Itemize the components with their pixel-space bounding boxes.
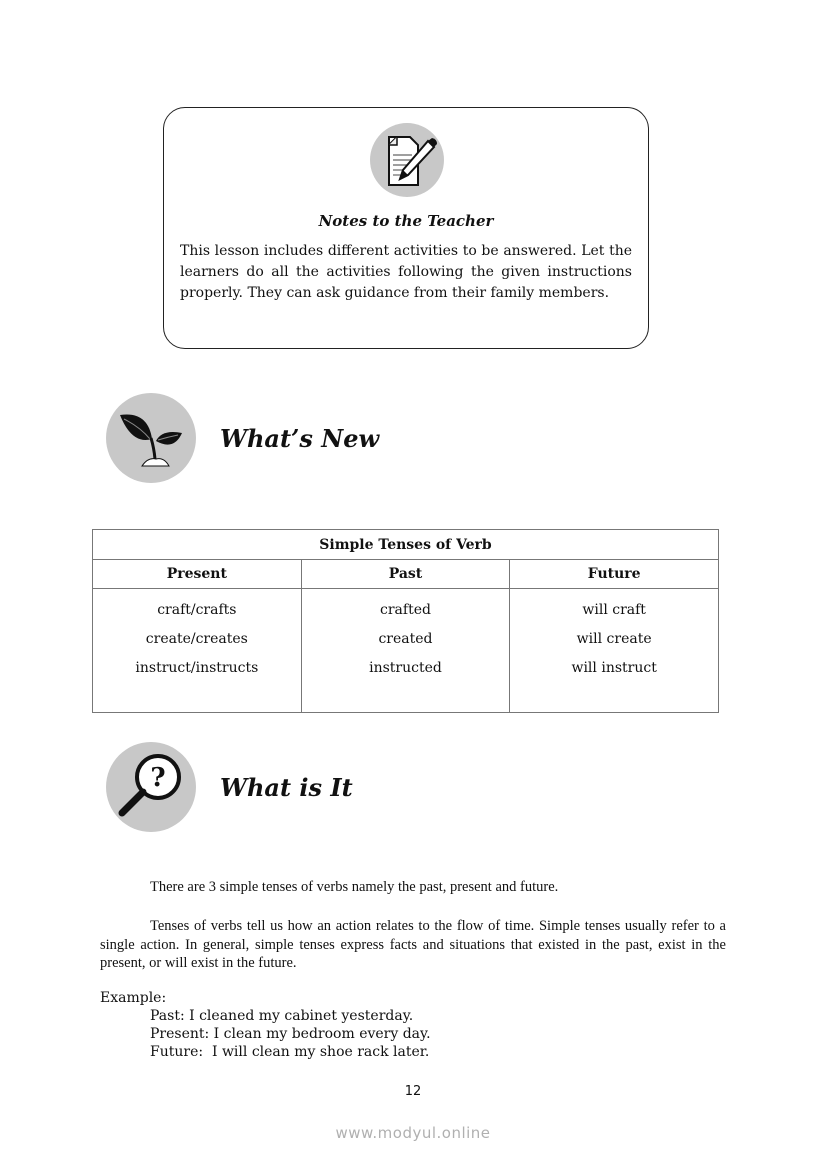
table-cell: instruct/instructs <box>135 660 259 676</box>
column-header-past: Past <box>301 560 510 589</box>
notes-body: This lesson includes different activities to be answered. Let the learners do all the activities following the given instructions properly. They can ask guidance from their family members. <box>180 243 632 301</box>
example-present: Present: I clean my bedroom every day. <box>150 1026 431 1042</box>
future-column-cell <box>510 589 719 713</box>
example-future: Future: I will clean my shoe rack later. <box>150 1044 430 1060</box>
magnifier-question-icon <box>106 742 196 832</box>
table-cell: will instruct <box>571 660 657 676</box>
what-is-it-title: What is It <box>220 773 353 802</box>
notes-title: Notes to the Teacher <box>318 212 494 230</box>
table-cell: will craft <box>582 602 646 618</box>
page-number: 12 <box>404 1084 422 1099</box>
table-caption: Simple Tenses of Verb <box>93 530 719 560</box>
table-cell: will create <box>576 631 652 647</box>
table-cell: crafted <box>380 602 431 618</box>
svg-text:?: ? <box>150 763 166 793</box>
present-column-cell <box>93 589 302 713</box>
past-column-cell <box>301 589 510 713</box>
table-cell: craft/crafts <box>157 602 237 618</box>
example-past: Past: I cleaned my cabinet yesterday. <box>150 1008 414 1024</box>
simple-tenses-table <box>92 529 719 713</box>
example-label: Example: <box>100 990 167 1006</box>
whats-new-title: What’s New <box>220 424 380 453</box>
notepad-pencil-icon <box>370 123 444 197</box>
watermark: www.modyul.online <box>335 1124 491 1142</box>
explanation-paragraph: Tenses of verbs tell us how an action relates to the flow of time. Simple tenses usually refer to a single action. In general, simple tenses express facts and situations that existed in the past, exist in the present, or will exist in the future. <box>100 918 726 971</box>
sprout-icon <box>106 393 196 483</box>
column-header-present: Present <box>93 560 302 589</box>
table-cell: instructed <box>369 660 442 676</box>
column-header-future: Future <box>510 560 719 589</box>
table-cell: created <box>378 631 433 647</box>
intro-paragraph: There are 3 simple tenses of verbs namely the past, present and future. <box>150 879 559 895</box>
table-cell: create/creates <box>145 631 248 647</box>
